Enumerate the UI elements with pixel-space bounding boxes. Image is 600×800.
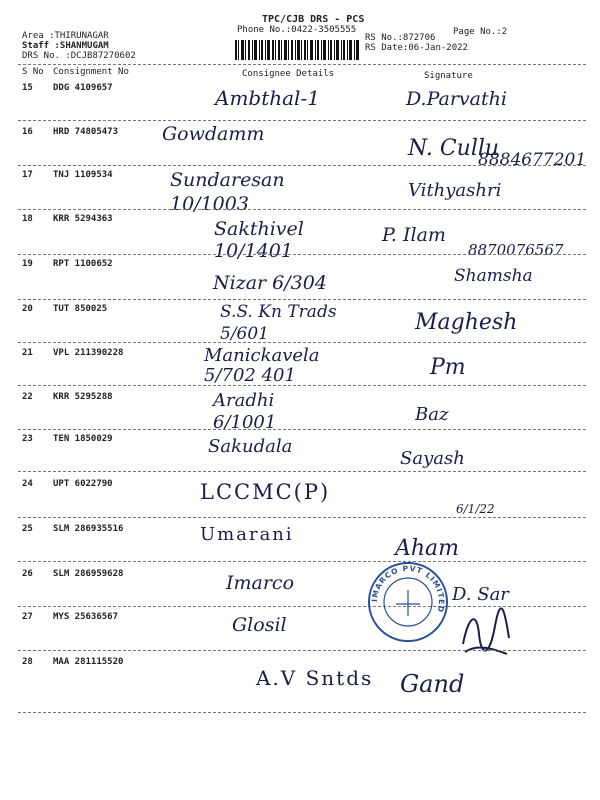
row-signature: Maghesh [415, 310, 518, 335]
area-label: Area :THIRUNAGAR [22, 31, 109, 41]
row-signature: Aham [395, 536, 460, 561]
row-consignment: MYS 25636567 [53, 612, 119, 622]
row-sno: 20 [22, 304, 33, 314]
row-consignee: Sakudala [208, 436, 293, 457]
row-consignee: S.S. Kn Trads 5/601 [220, 302, 337, 344]
col-signature: Signature [424, 71, 473, 81]
row-divider [18, 517, 586, 518]
row-consignment: RPT 1100652 [53, 259, 113, 269]
row-divider [18, 561, 586, 562]
row-sno: 15 [22, 83, 33, 93]
row-divider [18, 165, 586, 166]
report-title: TPC/CJB DRS - PCS [262, 14, 365, 25]
row-sno: 18 [22, 214, 33, 224]
company-stamp [366, 560, 450, 644]
row-consignment: TEN 1850029 [53, 434, 113, 444]
row-signature: D.Parvathi [406, 88, 507, 110]
row-consignee: LCCMC(P) [200, 480, 331, 504]
row-consignee: Gowdamm [162, 123, 265, 145]
stamp-text: IMARCO PVT LIMITED [369, 563, 447, 614]
row-signature-scribble [455, 604, 515, 664]
row-divider [18, 299, 586, 300]
row-consignment: HRD 74805473 [53, 127, 119, 137]
staff-label: Staff :SHANMUGAM [22, 41, 109, 51]
row-consignee: Aradhi 6/1001 [213, 390, 277, 433]
barcode [235, 40, 360, 60]
row-sno: 22 [22, 392, 33, 402]
row-signature: Gand [400, 670, 465, 698]
row-signature: D. Sar [452, 584, 509, 605]
row-signature: 6/1/22 [456, 502, 495, 516]
row-consignment: MAA 281115520 [53, 657, 124, 667]
header-divider [18, 64, 586, 65]
row-consignment: UPT 6022790 [53, 479, 113, 489]
row-divider [18, 209, 586, 210]
rs-number: RS No.:872706 [365, 33, 436, 43]
row-consignment: SLM 286935516 [53, 524, 124, 534]
page-number: Page No.:2 [453, 27, 508, 37]
row-signature: Sayash [400, 448, 465, 469]
row-phone: 8884677201 [478, 150, 587, 170]
row-sno: 17 [22, 170, 33, 180]
row-consignment: KRR 5294363 [53, 214, 113, 224]
row-consignment: SLM 286959628 [53, 569, 124, 579]
row-consignment: KRR 5295288 [53, 392, 113, 402]
row-sno: 16 [22, 127, 33, 137]
row-sno: 21 [22, 348, 33, 358]
col-consignment: Consignment No [53, 67, 129, 77]
row-divider [18, 650, 586, 651]
row-consignee: A.V Sntds [256, 666, 374, 690]
row-consignee: Manickavela 5/702 401 [204, 345, 320, 386]
row-divider [18, 385, 586, 386]
row-divider [18, 471, 586, 472]
row-sno: 26 [22, 569, 33, 579]
row-signature: Vithyashri [408, 180, 502, 201]
row-sno: 24 [22, 479, 33, 489]
row-divider [18, 712, 586, 713]
row-consignee: Glosil [232, 614, 287, 636]
row-sno: 27 [22, 612, 33, 622]
row-signature: Baz [415, 404, 449, 425]
row-signature: N. Cullu [408, 136, 500, 161]
row-consignee: Sakthivel 10/1401 [214, 218, 304, 262]
row-consignment: TUT 850025 [53, 304, 108, 314]
row-divider [18, 342, 586, 343]
row-consignment: VPL 211390228 [53, 348, 124, 358]
row-consignment: TNJ 1109534 [53, 170, 113, 180]
row-sno: 19 [22, 259, 33, 269]
drs-number: DRS No. :DCJB87270602 [22, 51, 136, 61]
row-consignment: DDG 4109657 [53, 83, 113, 93]
phone-number: Phone No.:0422-3505555 [237, 25, 357, 35]
row-divider [18, 429, 586, 430]
row-sno: 28 [22, 657, 33, 667]
row-phone: 8870076567 [468, 241, 564, 259]
row-sno: 23 [22, 434, 33, 444]
row-consignee: Sundaresan 10/1003 [170, 169, 285, 215]
row-consignee: Ambthal-1 [215, 86, 320, 110]
row-consignee: Imarco [226, 572, 295, 594]
row-consignee: Nizar 6/304 [213, 272, 327, 294]
col-sno: S No [22, 67, 44, 77]
col-consignee: Consignee Details [242, 69, 335, 79]
row-signature: Shamsha [454, 266, 533, 286]
row-consignee: Umarani [200, 524, 294, 545]
row-signature: Pm [430, 355, 466, 380]
row-signature: P. Ilam [382, 224, 446, 246]
rs-date: RS Date:06-Jan-2022 [365, 43, 468, 53]
row-divider [18, 254, 586, 255]
row-sno: 25 [22, 524, 33, 534]
row-divider [18, 120, 586, 121]
